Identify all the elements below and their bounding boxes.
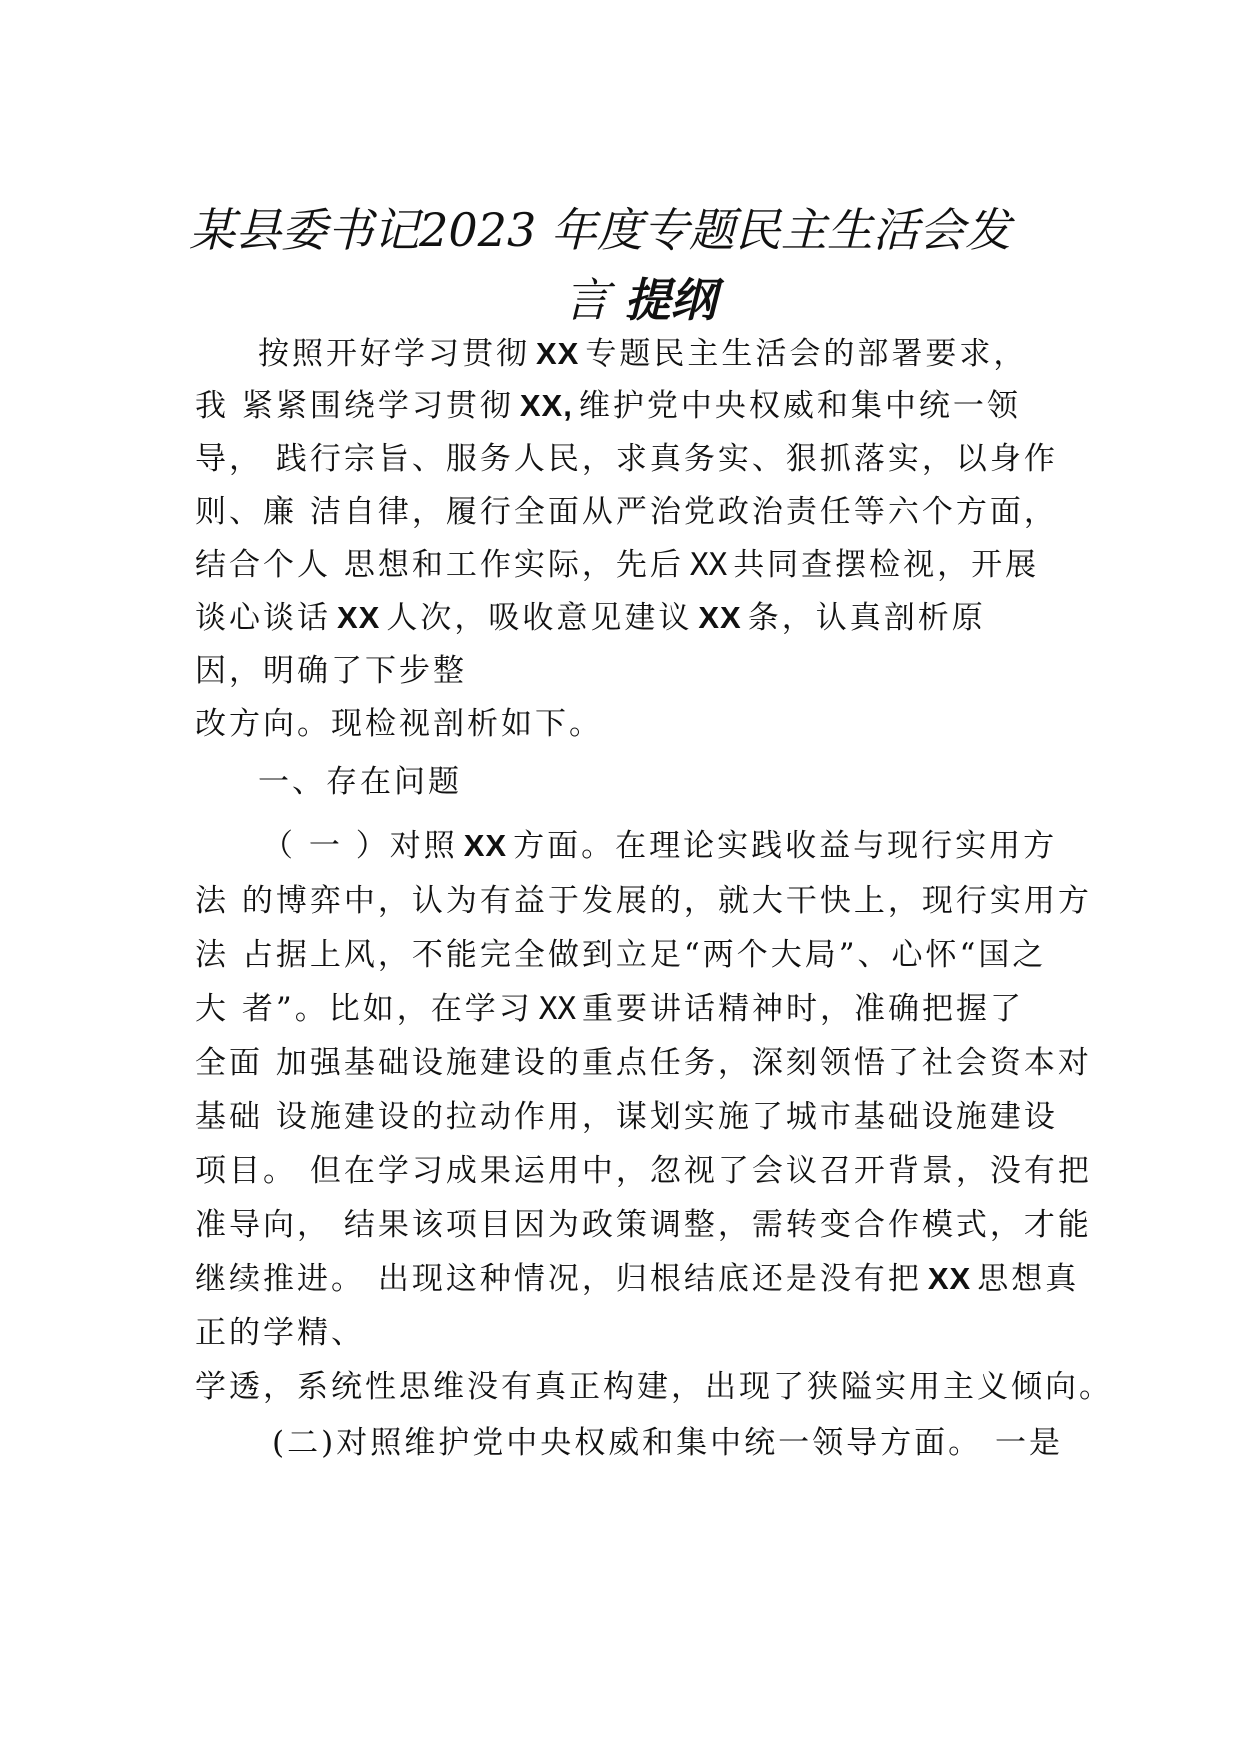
intro-line-1 <box>258 334 1027 374</box>
item1-line-11: 学透，系统性思维没有真正构建，出现了狭隘实用主义倾向。 <box>195 1369 1113 1405</box>
intro-text: 我 紧紧围绕学习贯彻 <box>195 388 514 424</box>
intro-line-8: 改方向。现检视剖析如下。 <box>195 706 603 742</box>
intro-line-6 <box>195 598 986 638</box>
intro-text: 谈心谈话 <box>195 600 331 636</box>
intro-text: 条，认真剖析原 <box>747 600 986 636</box>
title-line-2-part-a: 言 <box>563 273 625 327</box>
item1-text: 重要讲话精神时，准确把握了 <box>582 991 1025 1027</box>
intro-text: 专题民主生活会的部署要求， <box>585 336 1028 372</box>
placeholder-xx: XX <box>538 991 577 1027</box>
intro-line-7: 因，明确了下步整 <box>195 653 467 689</box>
item1-line-4 <box>195 989 1024 1029</box>
item1-line-10: 正的学精、 <box>195 1315 365 1351</box>
intro-text: 共同查摆检视，开展 <box>733 547 1040 583</box>
item1-line-8: 准导向， 结果该项目因为政策调整，需转变合作模式，才能 <box>195 1207 1092 1243</box>
placeholder-xx: XX <box>927 1261 972 1296</box>
intro-line-5 <box>195 545 1039 585</box>
item1-line-2: 法 的博弈中，认为有益于发展的，就大干快上，现行实用方 <box>195 883 1092 919</box>
intro-line-2 <box>195 386 1021 426</box>
item1-text: 方面。在理论实践收益与现行实用方 <box>513 828 1058 864</box>
intro-line-3: 导， 践行宗旨、服务人民，求真务实、狠抓落实，以身作 <box>195 441 1058 477</box>
item1-line-1 <box>262 826 1057 866</box>
placeholder-xx: XX, <box>519 388 573 423</box>
placeholder-xx: XX <box>463 828 508 863</box>
item1-text: 思想真 <box>977 1261 1080 1297</box>
placeholder-xx: XX <box>536 336 580 371</box>
intro-text: 按照开好学习贯彻 <box>258 336 530 372</box>
document-title-line-2 <box>0 270 1240 330</box>
intro-line-4: 则、廉 洁自律，履行全面从严治党政治责任等六个方面， <box>195 494 1058 530</box>
intro-text: 维护党中央权威和集中统一领 <box>578 388 1021 424</box>
intro-text: 人次，吸收意见建议 <box>386 600 693 636</box>
item1-text: 大 者”。比如，在学习 <box>195 991 533 1027</box>
item1-line-6: 基础 设施建设的拉动作用，谋划实施了城市基础设施建设 <box>195 1099 1058 1135</box>
document-title-line-1: 某县委书记2023 年度专题民主生活会发 <box>189 203 1011 257</box>
item1-line-5: 全面 加强基础设施建设的重点任务，深刻领悟了社会资本对 <box>195 1045 1092 1081</box>
placeholder-xx: XX <box>698 600 742 635</box>
placeholder-xx: XX <box>689 547 728 583</box>
title-line-2-part-b: 提纲 <box>624 273 717 327</box>
item1-line-3: 法 占据上风，不能完全做到立足“两个大局”、心怀“国之 <box>195 937 1047 973</box>
item1-line-9 <box>195 1259 1079 1299</box>
item1-line-7: 项目。 但在学习成果运用中，忽视了会议召开背景，没有把 <box>195 1153 1092 1189</box>
item2-line-1: (二)对照维护党中央权威和集中统一领导方面。 一是 <box>272 1425 1064 1461</box>
placeholder-xx: XX <box>337 600 381 635</box>
item1-text: 继续推进。 出现这种情况，归根结底还是没有把 <box>195 1261 922 1297</box>
intro-text: 结合个人 思想和工作实际，先后 <box>195 547 684 583</box>
section-heading-problems: 一、存在问题 <box>258 764 462 800</box>
item1-text: （ 一 ）对照 <box>262 828 458 864</box>
